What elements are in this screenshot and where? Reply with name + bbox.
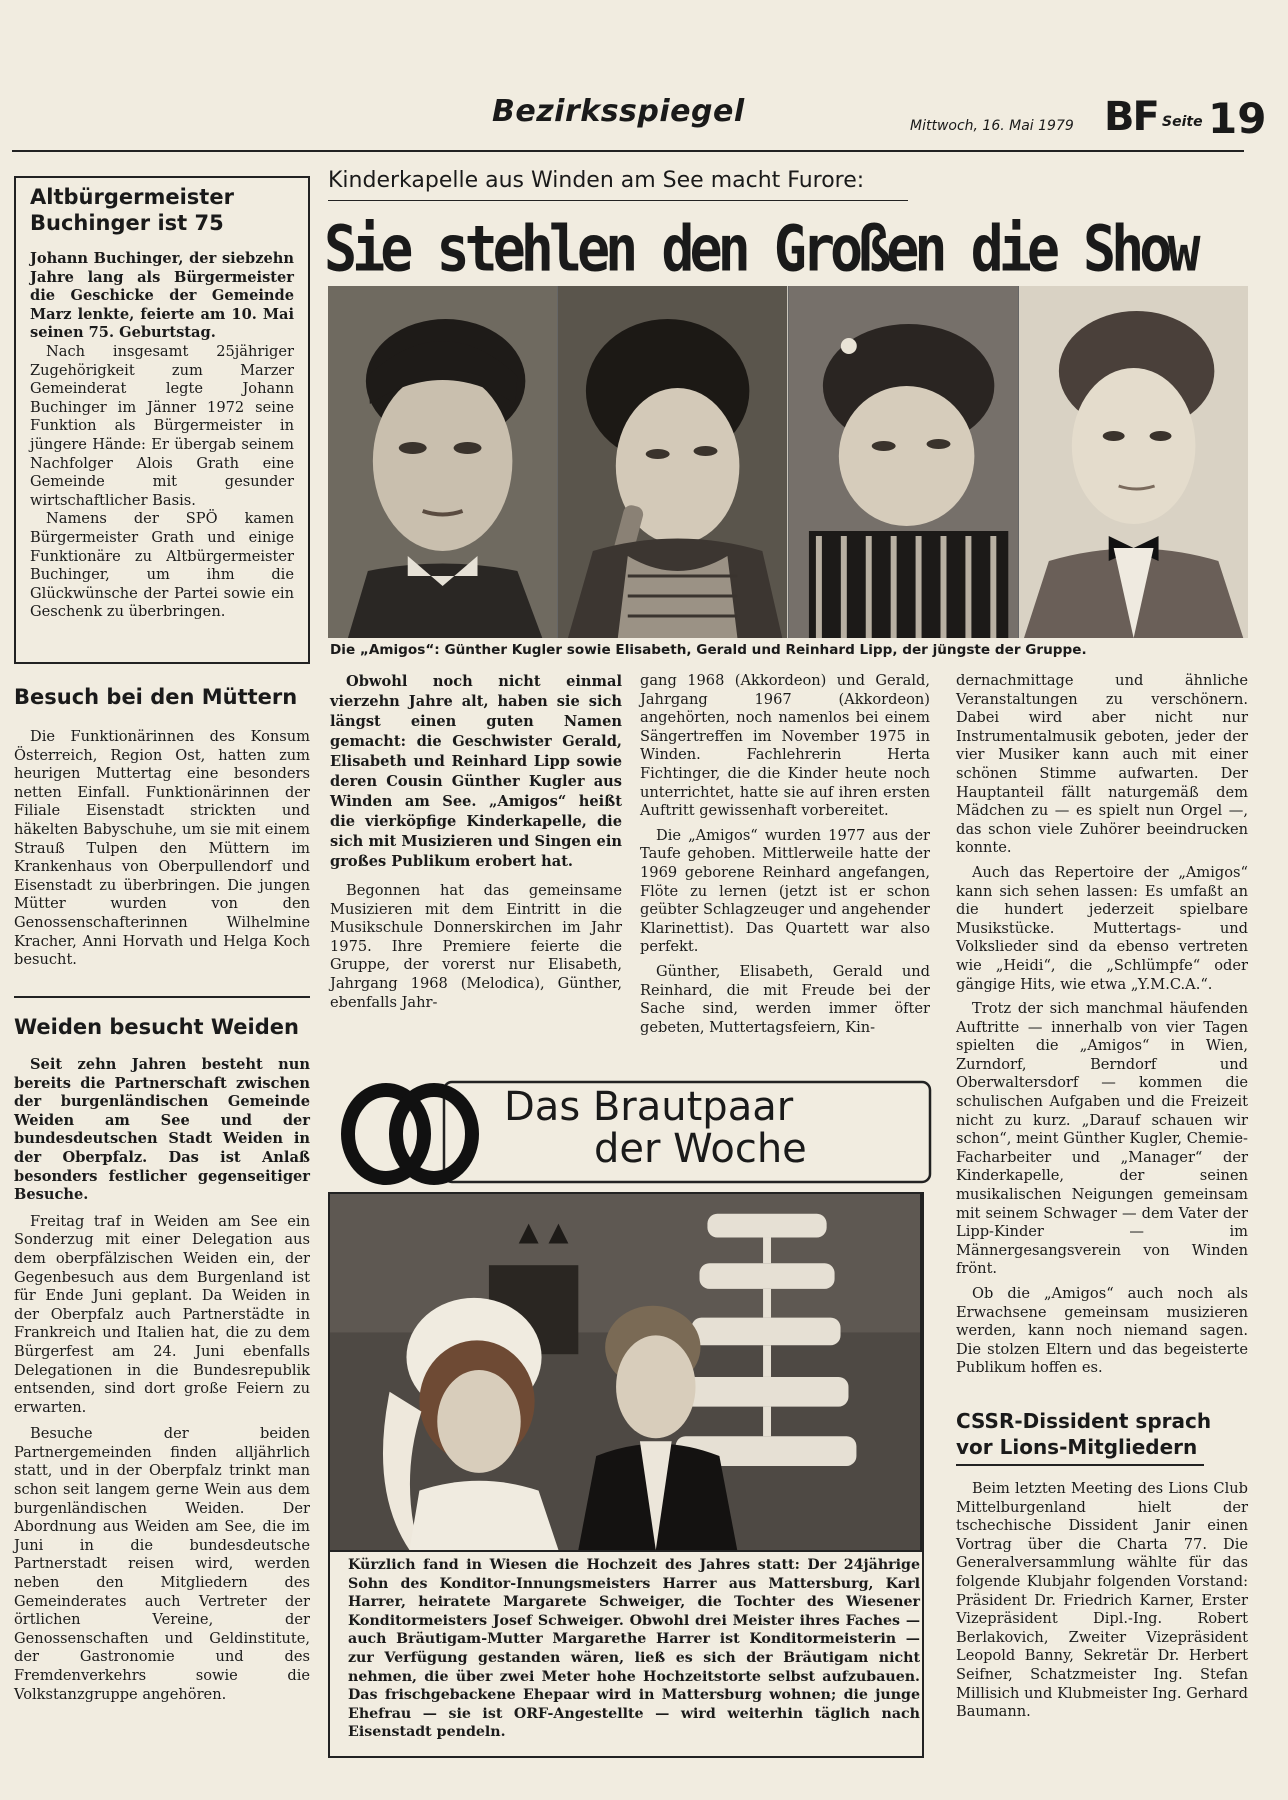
wedding-caption: Kürzlich fand in Wiesen die Hochzeit des Jahres statt: Der 24jährige Sohn des Konditor-Innungsmeisters Harrer aus Mattersburg, Karl Harrer, heiratete Margarete Schweiger, die Tochter des Wiesener Konditormeisters Josef Schweiger. Obwohl drei Meister ihres Faches — auch Bräutigam-Mutter Margarethe Harrer ist Konditormeisterin — zur Verfügung gestanden wären, ließ es sich der Bräutigam nicht nehmen, die über zwei Meter hohe Hochzeitstorte selbst aufzubauen. Das frischgebackene Ehepaar wird in Mattersburg wohnen; die junge Ehefrau — sie ist ORF-Angestellte — wird weiterhin täglich nach Eisenstadt pendeln.: [348, 1557, 920, 1741]
photo-gerald: [789, 286, 1019, 638]
article-paragraph: Namens der SPÖ kamen Bürgermeister Grath und einige Funktionäre zu Altbürgermeister Buchinger, um ihm die Glückwünsche der Partei sowie ein Geschenk zu überbringen.: [30, 510, 294, 621]
page-number: 19: [1208, 94, 1267, 143]
article-title: Weiden besucht Weiden: [14, 1015, 299, 1039]
article-lead: Seit zehn Jahren besteht nun bereits die Partnerschaft zwischen der burgenländischen Gemeinde Weiden am See und der bundesdeutschen Stadt Weiden in der Oberpfalz. Das ist Anlaß besonders festlicher gegenseitiger Besuche.: [14, 1056, 310, 1204]
article-muettern: [14, 684, 310, 970]
article-paragraph: gang 1968 (Akkordeon) und Gerald, Jahrgang 1967 (Akkordeon) angehörten, noch namenlos bei einem Sängertreffen im November 1975 in Winden. Fachlehrerin Herta Fichtinger, die die Kinder heute noch unterrichtet, hatte sie auf ihren ersten Auftritt gewissenhaft vorbereitet.: [640, 672, 930, 820]
article-paragraph: Auch das Repertoire der „Amigos“ kann sich sehen lassen: Es umfaßt an die hundert jederzeit spielbare Musikstücke. Muttertags- und Volkslieder sind da ebenso vertreten wie „Heidi“, die „Schlümpfe“ oder gängige Hits, wie etwa „Y.M.C.A.“.: [956, 863, 1248, 993]
amigos-photo-strip: [328, 286, 1248, 638]
section-title: Bezirksspiegel: [492, 94, 745, 129]
article-paragraph: Die „Amigos“ wurden 1977 aus der Taufe gehoben. Mittlerweile hatte der 1969 geborene Reinhard angefangen, Flöte zu lernen (jetzt ist er schon geübter Schlagzeuger und angehender Klarinettist). Das Quartett war also perfekt.: [640, 826, 930, 956]
wedding-photo: [328, 1192, 922, 1552]
newspaper-logo: BF: [1104, 94, 1158, 140]
article-weiden: [14, 1014, 310, 1704]
article-paragraph: Ob die „Amigos“ auch noch als Erwachsene gemeinsam musizieren werden, kann noch niemand sagen. Die stolzen Eltern und das begeisterte Publikum hoffen es.: [956, 1285, 1248, 1377]
issue-date: Mittwoch, 16. Mai 1979: [910, 118, 1074, 134]
article-paragraph: Trotz der sich manchmal häufenden Auftritte — innerhalb von vier Tagen spielten die „Amigos“ in Wien, Zurndorf, Berndorf und Oberwaltersdorf — kommen die schulischen Aufgaben und die Freizeit nicht zu kurz. „Darauf schauen wir schon“, meint Günther Kugler, Chemie-Facharbeiter und „Manager“ der Kinderkapelle, der seinen musikalischen Neigungen gemeinsam mit seinem Schwager — dem Vater der Lipp-Kinder — im Männergesangsverein von Winden frönt.: [956, 1000, 1248, 1278]
brautpaar-title-line-1: Das Brautpaar: [504, 1084, 794, 1130]
amigos-column-3: [956, 672, 1248, 1378]
article-paragraph: Beim letzten Meeting des Lions Club Mittelburgenland hielt der tschechische Dissident Janir einen Vortrag über die Charta 77. Die Generalversammlung wählte für das folgende Klubjahr folgenden Vorstand: Präsident Dr. Friedrich Karner, Erster Vizepräsident Dipl.-Ing. Robert Berlakovich, Zweiter Vizepräsident Leopold Banny, Sekretär Dr. Herbert Seifner, Schatzmeister Ing. Stefan Millisich und Klubmeister Ing. Gerhard Baumann.: [956, 1480, 1248, 1721]
article-kicker: Kinderkapelle aus Winden am See macht Furore:: [328, 168, 865, 193]
photo-elisabeth: [558, 286, 788, 638]
page-header: [12, 88, 1267, 152]
page-label: Seite: [1162, 114, 1203, 130]
main-headline: Sie stehlen den Großen die Show: [324, 212, 1196, 286]
column-divider: [14, 996, 310, 998]
article-paragraph: Die Funktionärinnen des Konsum Österreich, Region Ost, hatten zum heurigen Muttertag eine besonders netten Einfall. Funktionärinnen der Filiale Eisenstadt strickten und häkelten Babyschuhe, um sie mit einem Strauß Tulpen den Müttern im Krankenhaus von Oberpullendorf und Eisenstadt zu überbringen. Die jungen Mütter wurden von den Genossenschafterinnen Wilhelmine Kracher, Anni Horvath und Helga Koch besucht.: [14, 728, 310, 969]
article-title: Besuch bei den Müttern: [14, 685, 298, 709]
article-title: Altbürgermeister Buchinger ist 75: [30, 185, 234, 235]
kicker-underline: [328, 200, 908, 201]
photo-caption: Die „Amigos“: Günther Kugler sowie Elisabeth, Gerald und Reinhard Lipp, der jüngste der Gruppe.: [330, 642, 1087, 658]
article-lions: [956, 1408, 1248, 1722]
brautpaar-title: [504, 1086, 807, 1170]
brautpaar-banner: [334, 1078, 934, 1186]
title-underline: [956, 1464, 1204, 1466]
article-buchinger: [14, 176, 310, 664]
article-paragraph: Nach insgesamt 25jähriger Zugehörigkeit zum Marzer Gemeinderat legte Johann Buchinger im Jänner 1972 seine Funktion als Bürgermeister in jüngere Hände: Er übergab seinem Nachfolger Alois Grath eine Gemeinde mit gesunder wirtschaftlicher Basis.: [30, 342, 294, 509]
article-paragraph: Besuche der beiden Partnergemeinden finden alljährlich statt, und in der Oberpfalz trinkt man schon seit langem gerne Wein aus dem burgenländischen Weiden. Der Abordnung aus Weiden am See, die im Juni in die bundesdeutsche Partnerstadt reisen wird, werden neben den Mitgliedern des Gemeinderates auch Vertreter der örtlichen Vereine, der Genossenschaften und Geldinstitute, der Gastronomie und des Fremdenverkehrs sowie die Volkstanzgruppe angehören.: [14, 1425, 310, 1703]
article-paragraph: Freitag traf in Weiden am See ein Sonderzug mit einer Delegation aus dem oberpfälzischen Weiden ein, der Gegenbesuch aus dem Burgenland ist für Ende Juni geplant. Da Weiden in der Oberpfalz auch Partnerstädte in Frankreich und Italien hat, die zu dem Bürgerfest am 24. Juni ebenfalls Delegationen in die Bundesrepublik entsenden, sind dort große Feiern zu erwarten.: [14, 1212, 310, 1416]
photo-reinhard: [1019, 286, 1248, 638]
article-paragraph: dernachmittage und ähnliche Veranstaltungen zu verschönern. Dabei wird aber nicht nur Instrumentalmusik geboten, jeder der vier Musiker kann auch mit einer schönen Stimme aufwarten. Der Hauptanteil fällt naturgemäß dem Mädchen zu — es spielt nun Orgel —, das schon viele Zuhörer beeindrucken konnte.: [956, 672, 1248, 857]
amigos-column-1: [330, 672, 622, 1012]
photo-guenther: [328, 286, 558, 638]
article-lead: Obwohl noch nicht einmal vierzehn Jahre alt, haben sie sich längst einen guten Namen gemacht: die Geschwister Gerald, Elisabeth und Reinhard Lipp sowie deren Cousin Günther Kugler aus Winden am See. „Amigos“ heißt die vierköpfige Kinderkapelle, die sich mit Musizieren und Singen ein großes Publikum erobert hat.: [330, 673, 622, 870]
article-title: CSSR-Dissident sprach vor Lions-Mitgliedern: [956, 1409, 1212, 1459]
article-paragraph: Günther, Elisabeth, Gerald und Reinhard, die mit Freude bei der Sache sind, werden immer öfter gebeten, Muttertagsfeiern, Kin-: [640, 962, 930, 1036]
amigos-column-2: [640, 672, 930, 1037]
brautpaar-title-line-2: der Woche: [594, 1126, 807, 1172]
article-lead: Johann Buchinger, der siebzehn Jahre lang als Bürgermeister die Geschicke der Gemeinde Marz lenkte, feierte am 10. Mai seinen 75. Geburtstag.: [30, 250, 294, 342]
article-paragraph: Begonnen hat das gemeinsame Musizieren mit dem Eintritt in die Musikschule Donnerskirchen im Jahr 1975. Ihre Premiere feierte die Gruppe, der vorerst nur Elisabeth, Jahrgang 1968 (Melodica), Günther, ebenfalls Jahr-: [330, 882, 622, 1011]
